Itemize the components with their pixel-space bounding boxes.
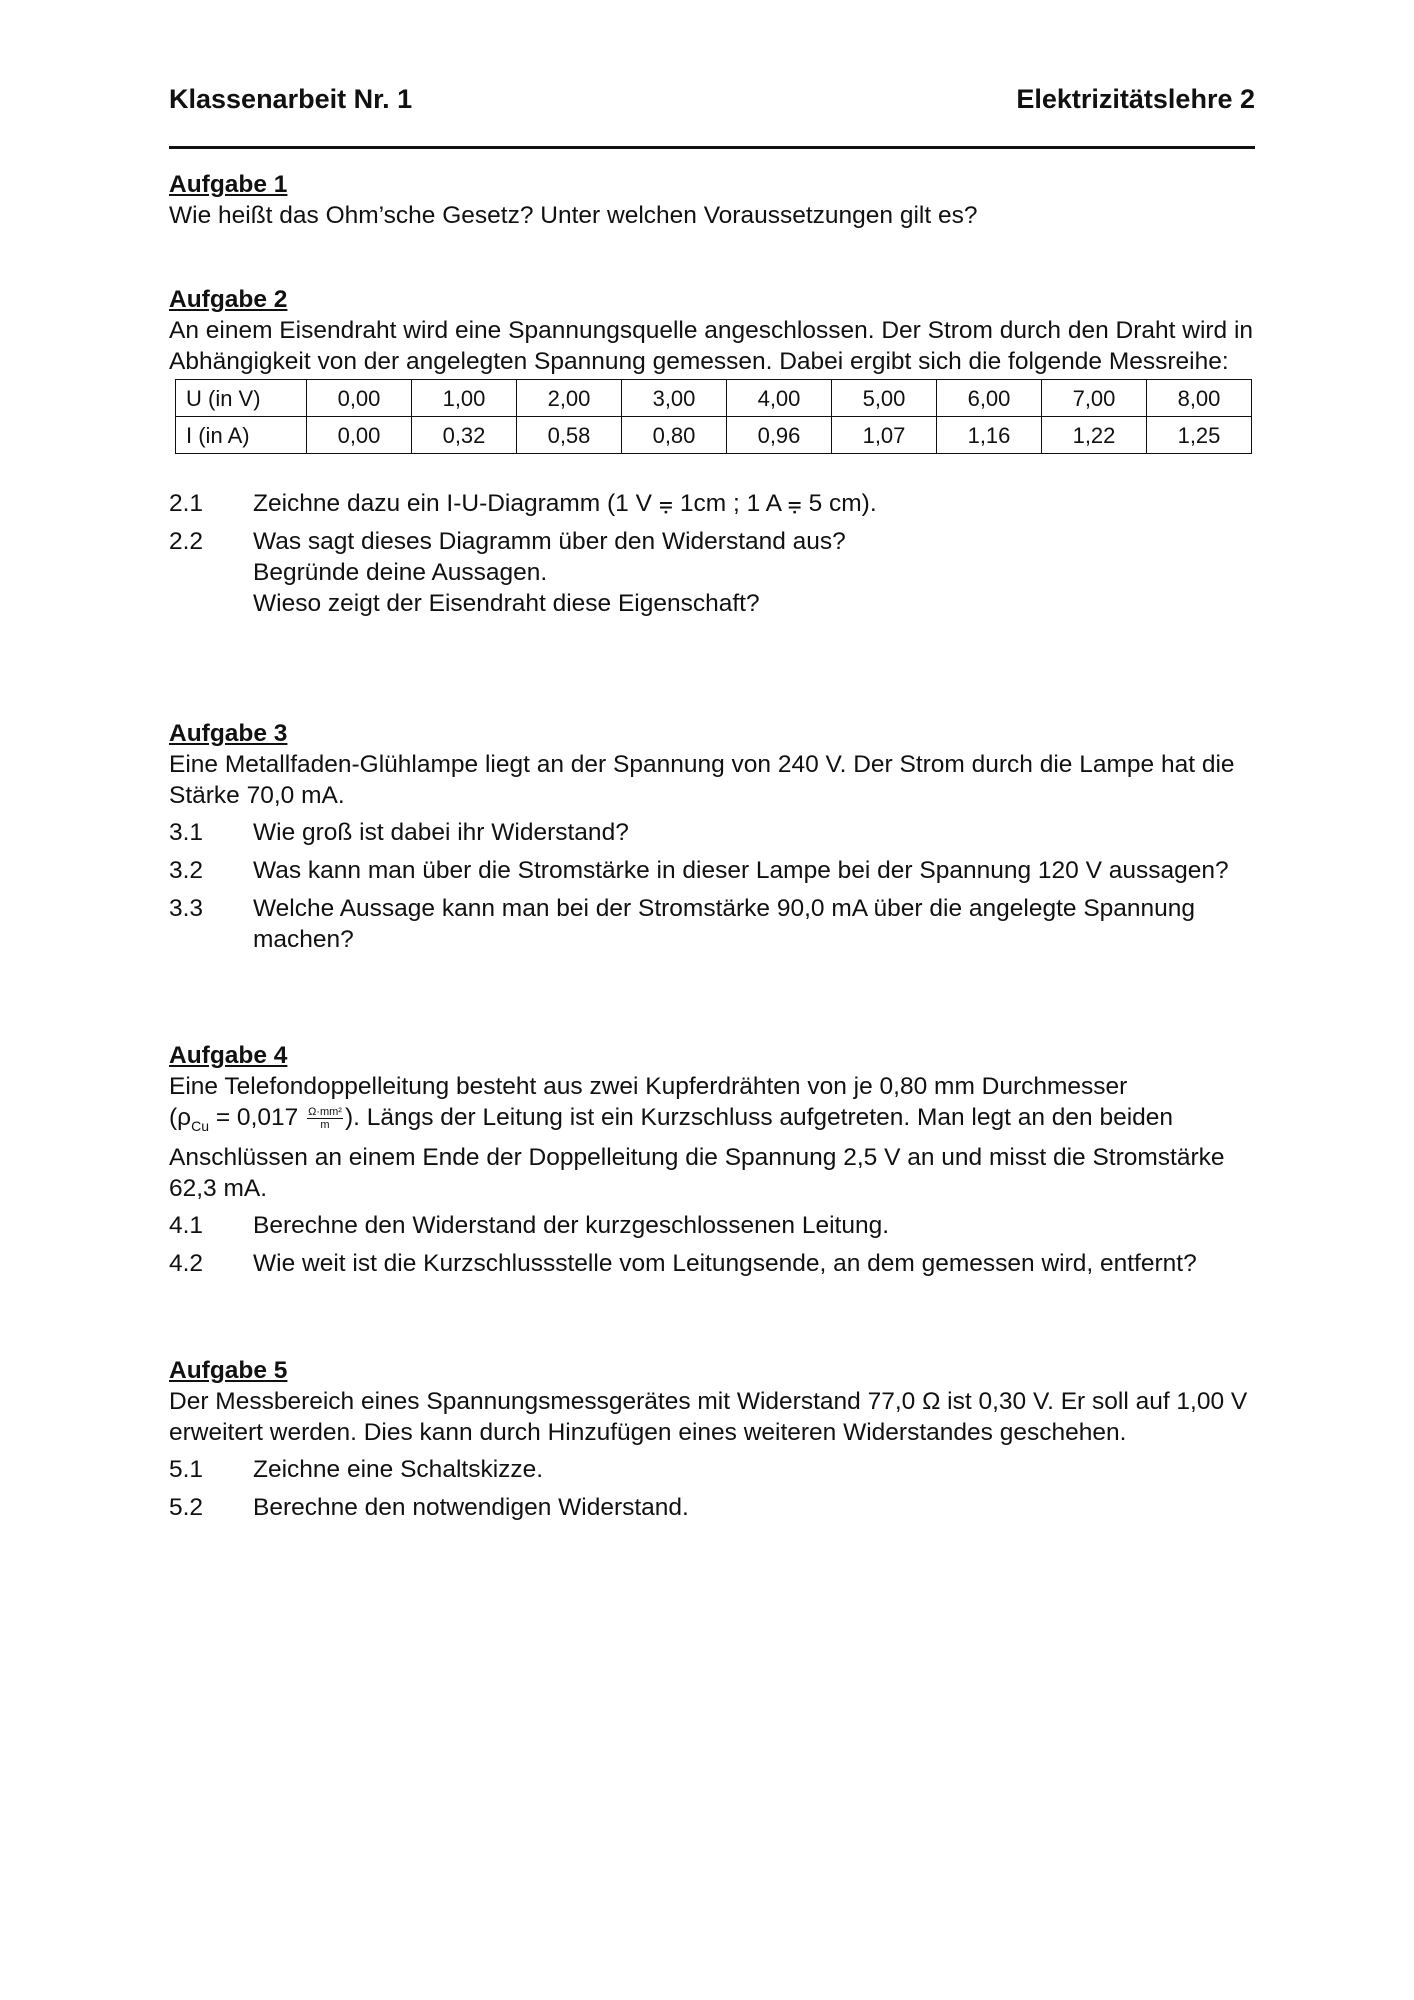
rho-unit-fraction xyxy=(307,1106,343,1131)
task-3-title: Aufgabe 3 xyxy=(169,720,288,747)
table-cell: 0,96 xyxy=(727,417,832,454)
subtask-2-2 xyxy=(169,526,1255,619)
task-2 xyxy=(169,284,1255,619)
table-cell: 2,00 xyxy=(517,380,622,417)
task-3-text: Eine Metallfaden-Glühlampe liegt an der Spannung von 240 V. Der Strom durch die Lampe hat die Stärke 70,0 mA. xyxy=(169,751,1235,809)
task-5 xyxy=(169,1355,1255,1523)
header-title: Klassenarbeit Nr. 1 xyxy=(169,84,413,114)
table-row-voltage xyxy=(176,380,1252,417)
task-4-text-rest: ). Längs der Leitung ist ein Kurzschluss aufgetreten. Man legt an den beiden Anschlüssen an einem Ende der Doppelleitung die Spannung 2,5 V an und misst die Stromstärke 62,3 mA. xyxy=(169,1104,1225,1202)
subtask-4-2 xyxy=(169,1248,1255,1279)
table-cell: 1,16 xyxy=(937,417,1042,454)
subtask-number: 2.2 xyxy=(169,528,204,555)
task-2-text: An einem Eisendraht wird eine Spannungsquelle angeschlossen. Der Strom durch den Draht wird in Abhängigkeit von der angelegten Spannung gemessen. Dabei ergibt sich die folgende Messreihe: xyxy=(169,317,1254,375)
table-row-label: I (in A) xyxy=(176,417,307,454)
subtask-2-1 xyxy=(169,488,1255,519)
table-cell: 0,00 xyxy=(307,380,412,417)
subtask-4-1 xyxy=(169,1210,1255,1241)
table-row-label: U (in V) xyxy=(176,380,307,417)
subtask-text: Berechne den notwendigen Widerstand. xyxy=(253,1494,689,1521)
table-cell: 8,00 xyxy=(1147,380,1252,417)
subtask-text: Wie groß ist dabei ihr Widerstand? xyxy=(253,819,629,846)
page-header xyxy=(169,84,1255,118)
subtask-text-line2: Begründe deine Aussagen. xyxy=(253,559,548,586)
table-cell: 1,07 xyxy=(832,417,937,454)
table-cell: 1,22 xyxy=(1042,417,1147,454)
rho-unit-numerator: Ω·mm² xyxy=(308,1106,342,1119)
subtask-number: 5.2 xyxy=(169,1494,204,1521)
subtask-number: 4.1 xyxy=(169,1211,204,1239)
measurement-table xyxy=(175,379,1252,454)
subtask-number: 3.2 xyxy=(169,857,204,884)
task-1-text: Wie heißt das Ohm’sche Gesetz? Unter welchen Voraussetzungen gilt es? xyxy=(169,202,978,229)
table-cell: 7,00 xyxy=(1042,380,1147,417)
table-cell: 0,00 xyxy=(307,417,412,454)
subtask-text: Berechne den Widerstand der kurzgeschlossenen Leitung. xyxy=(253,1211,890,1239)
subtask-text: Zeichne eine Schaltskizze. xyxy=(253,1456,544,1483)
task-3 xyxy=(169,718,1255,955)
table-row-current xyxy=(176,417,1252,454)
task-5-text: Der Messbereich eines Spannungsmessgerätes mit Widerstand 77,0 Ω ist 0,30 V. Er soll auf 1,00 V erweitert werden. Dies kann durch Hinzufügen eines weiteren Widerstandes geschehen. xyxy=(169,1388,1248,1446)
header-subject: Elektrizitätslehre 2 xyxy=(1016,84,1255,114)
subtask-text: Was sagt dieses Diagramm über den Widerstand aus? xyxy=(253,528,846,555)
task-5-title: Aufgabe 5 xyxy=(169,1357,288,1384)
table-cell: 4,00 xyxy=(727,380,832,417)
task-4-text xyxy=(169,1071,1255,1204)
rho-unit-denominator: m xyxy=(320,1119,330,1132)
subtask-text: Zeichne dazu ein I-U-Diagramm (1 V ⩦ 1cm ; 1 A ⩦ 5 cm). xyxy=(253,490,877,517)
subtask-number: 5.1 xyxy=(169,1456,204,1483)
subtask-number: 3.3 xyxy=(169,895,204,922)
task-4-text-line1: Eine Telefondoppelleitung besteht aus zwei Kupferdrähten von je 0,80 mm Durchmesser xyxy=(169,1073,1128,1100)
rho-subscript: Cu xyxy=(191,1117,210,1134)
rho-symbol: (ρ xyxy=(169,1104,192,1131)
table-cell: 0,80 xyxy=(622,417,727,454)
table-cell: 1,25 xyxy=(1147,417,1252,454)
subtask-3-3 xyxy=(169,893,1255,955)
subtask-text: Wie weit ist die Kurzschlussstelle vom Leitungsende, an dem gemessen wird, entfernt? xyxy=(253,1249,1197,1277)
task-1-title: Aufgabe 1 xyxy=(169,171,288,198)
subtask-number: 4.2 xyxy=(169,1249,204,1277)
rho-value: = 0,017 xyxy=(209,1104,306,1131)
table-cell: 1,00 xyxy=(412,380,517,417)
table-cell: 6,00 xyxy=(937,380,1042,417)
subtask-text: Welche Aussage kann man bei der Stromstärke 90,0 mA über die angelegte Spannung machen? xyxy=(253,895,1196,953)
table-cell: 0,58 xyxy=(517,417,622,454)
subtask-text: Was kann man über die Stromstärke in dieser Lampe bei der Spannung 120 V aussagen? xyxy=(253,857,1229,884)
subtask-text-line3: Wieso zeigt der Eisendraht diese Eigenschaft? xyxy=(253,590,760,617)
subtask-number: 3.1 xyxy=(169,819,204,846)
table-cell: 0,32 xyxy=(412,417,517,454)
header-divider xyxy=(169,146,1255,149)
task-2-title: Aufgabe 2 xyxy=(169,286,288,313)
task-4-title: Aufgabe 4 xyxy=(169,1042,288,1069)
table-cell: 5,00 xyxy=(832,380,937,417)
task-1 xyxy=(169,169,1255,231)
subtask-3-2 xyxy=(169,855,1255,886)
subtask-3-1 xyxy=(169,817,1255,848)
subtask-number: 2.1 xyxy=(169,490,204,517)
subtask-5-2 xyxy=(169,1492,1255,1523)
subtask-5-1 xyxy=(169,1454,1255,1485)
table-cell: 3,00 xyxy=(622,380,727,417)
task-4 xyxy=(169,1040,1255,1279)
